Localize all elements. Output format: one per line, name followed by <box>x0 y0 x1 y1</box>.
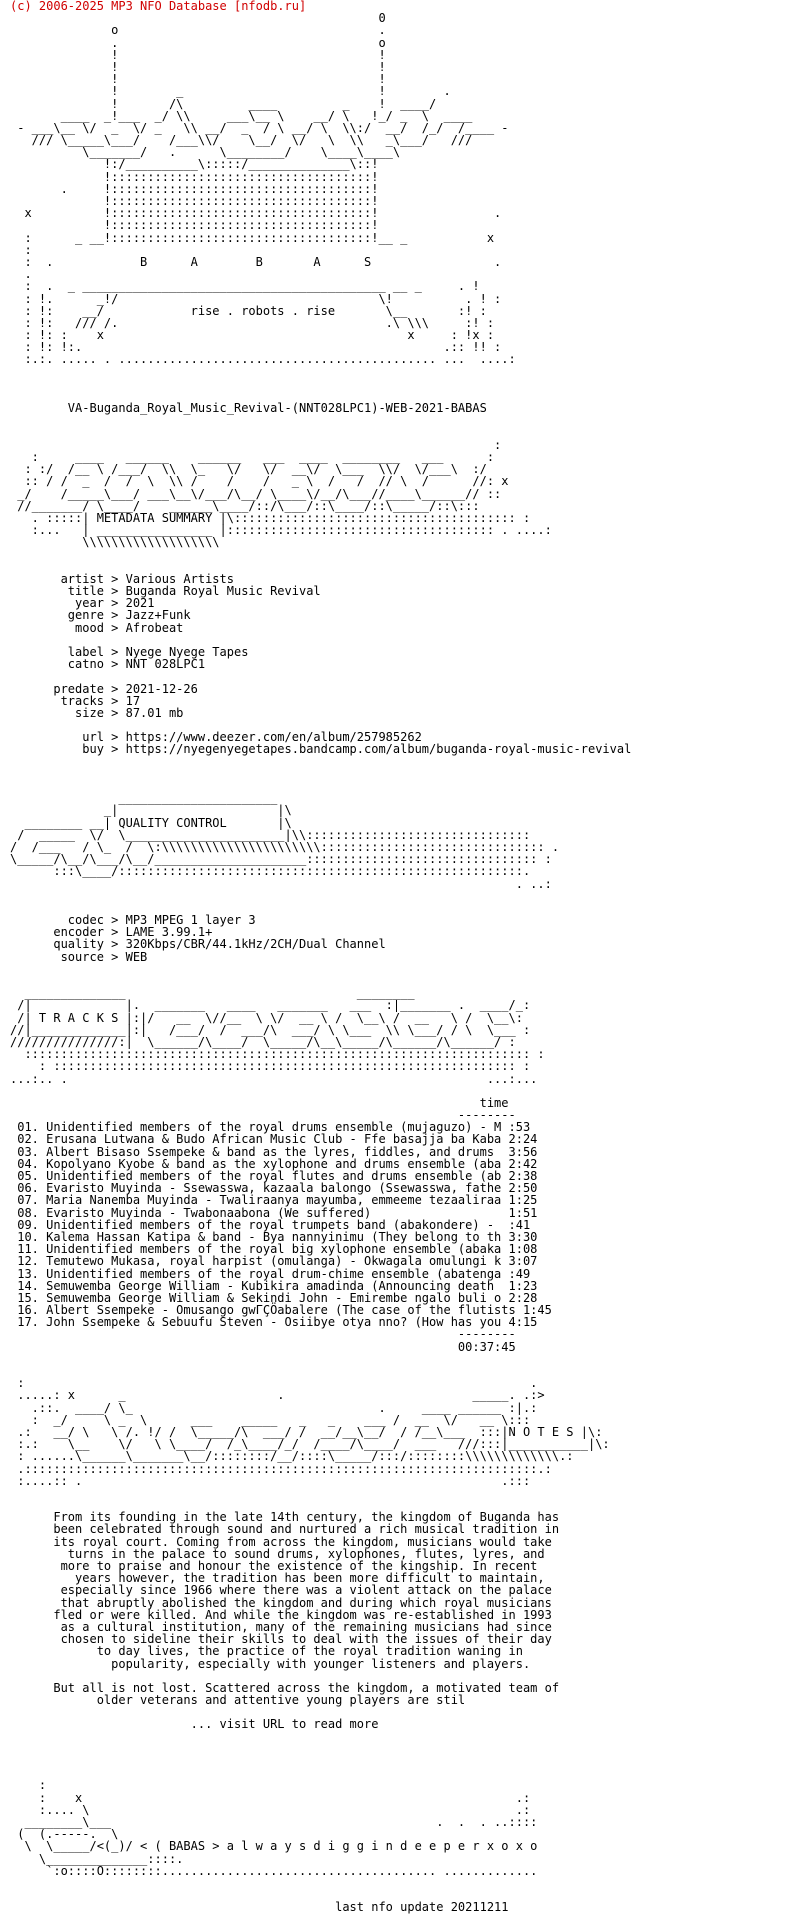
nfo-line: .: __/ \ \ /. !/ / \_____/\ ___/ / __/__\__/ / /__\___ :::|N O T E S |\: <box>10 1424 603 1439</box>
nfo-line: 06. Evaristo Muyinda - Ssewasswa, kazaala balongo (Ssewasswa, fathe 2:50 <box>10 1181 538 1196</box>
nfo-line: :.:. ..... . ............................................ ... ....: <box>10 352 516 367</box>
nfo-line: : _ __!::::::::::::::::::::::::::::::::::::!__ _ x <box>10 230 495 245</box>
nfo-line: quality > 320Kbps/CBR/44.1kHz/2CH/Dual Channel <box>10 937 386 952</box>
nfo-line: /| |. _______ ____ _______ ___ :|_______ . ____/_: <box>10 998 531 1013</box>
nfo-line: tracks > 17 <box>10 693 141 708</box>
nfo-line: /// \_____\___/ /___\\/ \__/ \/ \ \\ _\___/ /// <box>10 133 473 148</box>
nfo-body <box>10 12 792 1913</box>
nfo-line: x !::::::::::::::::::::::::::::::::::::! . <box>10 206 502 221</box>
nfo-line: 0 <box>10 11 386 26</box>
nfo-line: _/ /_____\___/ ___\__\/___/\__/ \____\/__/\___//____\______// :: <box>10 486 502 501</box>
nfo-line: . o <box>10 35 386 50</box>
nfo-line: :::\____/::::::::::::::::::::::::::::::::::::::::::::::::::::::::. <box>10 864 531 879</box>
nfo-line: as a cultural institution, many of the remaining musicians had since <box>10 1619 552 1634</box>
nfo-line: ____ _!___ _/ \\ ___\__ \ __/ \ !_/ _ \ ____ <box>10 108 473 123</box>
nfo-line: 12. Temutewo Mukasa, royal harpist (omulanga) - Okwagala omulungi k 3:07 <box>10 1254 538 1269</box>
nfo-line: : !: /// /. .\ \\\ :! : <box>10 315 495 330</box>
nfo-line: 05. Unidentified members of the royal flutes and drums ensemble (ab 2:38 <box>10 1169 538 1184</box>
nfo-line: _| |\ <box>10 803 292 818</box>
nfo-line <box>10 1743 792 1755</box>
nfo-line: : :/ /__ \ /___/ \\ \_ \/ \/ __\/ \___ \\/ \/___\ :/ <box>10 462 487 477</box>
nfo-line: !::::::::::::::::::::::::::::::::::::! <box>10 194 379 209</box>
nfo-line: ... visit URL to read more <box>10 1717 379 1732</box>
nfo-line: But all is not lost. Scattered across the kingdom, a motivated team of <box>10 1680 560 1695</box>
nfo-line: predate > 2021-12-26 <box>10 681 198 696</box>
nfo-line: turns in the palace to sound drums, xylophones, flutes, lyres, and <box>10 1546 545 1561</box>
nfo-line: ! ! <box>10 47 386 62</box>
nfo-line: //|_____________|:| /___/ / ___/\ ___/ \ \___ \\ \___/ / \ \___ : <box>10 1022 531 1037</box>
nfo-line: encoder > LAME 3.99.1+ <box>10 925 213 940</box>
nfo-line: ! /\ ____ _ ! ____/ <box>10 96 444 111</box>
nfo-line: 13. Unidentified members of the royal drum-chime ensemble (abatenga :49 <box>10 1266 531 1281</box>
nfo-line <box>10 890 792 902</box>
nfo-line: 01. Unidentified members of the royal drums ensemble (mujaguzo) - M :53 <box>10 1120 531 1135</box>
nfo-line: :... | ________________ |::::::::::::::::::::::::::::::::::::: . ....: <box>10 523 552 538</box>
nfo-line: ! ! <box>10 59 386 74</box>
nfo-line[interactable]: url > https://www.deezer.com/en/album/257985262 <box>10 730 422 745</box>
nfo-line: 14. Semuwemba George William - Kubikira amadinda (Announcing death 1:23 <box>10 1278 538 1293</box>
nfo-line: to day lives, the practice of the royal tradition waning in <box>10 1644 523 1659</box>
nfo-line: title > Buganda Royal Music Revival <box>10 584 321 599</box>
nfo-line[interactable]: buy > https://nyegenyegetapes.bandcamp.com/album/buganda-royal-music-revival <box>10 742 632 757</box>
nfo-line: / _____ \/ \______________________|\\::::::::::::::::::::::::::::::: <box>10 827 531 842</box>
nfo-line: o . <box>10 23 386 38</box>
nfo-line: \______________::::. <box>10 1851 184 1866</box>
nfo-line: ( (.-----. \ <box>10 1827 119 1842</box>
nfo-line: / /___ / \_ / \:\\\\\\\\\\\\\\\\\\\\\\::::::::::::::::::::::::::::::: . <box>10 839 560 854</box>
nfo-line: : x .: <box>10 1790 531 1805</box>
nfo-line <box>10 378 792 390</box>
nfo-line: last nfo update 20211211 <box>10 1900 509 1914</box>
nfo-line <box>10 1353 792 1365</box>
nfo-line: ________ __| QUALITY CONTROL |\ <box>10 815 292 830</box>
nfo-line <box>10 768 792 780</box>
nfo-line <box>10 548 792 560</box>
nfo-line: especially since 1966 where there was a violent attack on the palace <box>10 1583 552 1598</box>
nfo-line <box>10 561 792 573</box>
nfo-line: : ......\______\_______\__/::::::::/__/::::\_____/:::/::::::::\\\\\\\\\\\\\.: <box>10 1449 574 1464</box>
nfo-line: VA-Buganda_Royal_Music_Revival-(NNT028LPC1)-WEB-2021-BABAS <box>10 401 487 416</box>
nfo-line: years however, the tradition has been more difficult to maintain, <box>10 1571 545 1586</box>
nfo-line: /| T R A C K S |:|/ __ \//__ \ \/ __ \ / \__\ / __ \ / \__\: <box>10 1010 523 1025</box>
nfo-line: 08. Evaristo Muyinda - Twabonaabona (We suffered) 1:51 <box>10 1205 538 1220</box>
nfo-line: .::. ____/ \_ . ____ ______ :|.: <box>10 1400 538 1415</box>
nfo-line: ! _ ! . <box>10 84 451 99</box>
nfo-line: : <box>10 1778 47 1793</box>
nfo-line <box>10 1755 792 1767</box>
nfo-line: \\\\\\\\\\\\\\\\\\\ <box>10 535 220 550</box>
nfo-line: . <box>10 267 509 282</box>
nfo-line: ______________________ <box>10 791 278 806</box>
nfo-line: codec > MP3 MPEG 1 layer 3 <box>10 913 256 928</box>
nfo-line: :: / / _ / / \ \\ / / / _ \ / / // \ / //: x <box>10 474 509 489</box>
nfo-line: : _/ \ _ \ ___ _____ _ _ ___ / __ \/ __ \::: <box>10 1412 531 1427</box>
nfo-line: older veterans and attentive young players are stil <box>10 1693 466 1708</box>
nfo-line: . :::::| METADATA SUMMARY |\::::::::::::::::::::::::::::::::::::::: : <box>10 510 531 525</box>
nfo-line <box>10 427 792 439</box>
nfo-line: popularity, especially with younger listeners and players. <box>10 1656 531 1671</box>
nfo-line: - ___\__ \/ _ \/ _ \\ __/ _ / \ __/ \ \\:/ __/ /_/ /____ - <box>10 120 509 135</box>
nfo-line: -------- <box>10 1108 516 1123</box>
nfo-line: 03. Albert Bisaso Ssempeke & band as the lyres, fiddles, and drums 3:56 <box>10 1144 538 1159</box>
nfo-line: its royal court. Coming from across the kingdom, musicians would take <box>10 1534 552 1549</box>
nfo-line: :.... \ .: <box>10 1802 531 1817</box>
nfodb-header-link[interactable]: (c) 2006-2025 MP3 NFO Database [nfodb.ru] <box>10 0 307 13</box>
nfo-line: ...:.. . ...:... <box>10 1071 538 1086</box>
nfo-line: more to praise and honour the existence of the kingship. In recent <box>10 1559 538 1574</box>
nfo-line: time <box>10 1095 509 1110</box>
nfo-line <box>10 1487 792 1499</box>
nfo-line: catno > NNT 028LPC1 <box>10 657 206 672</box>
nfo-line: ______________ ________ <box>10 986 415 1001</box>
nfo-line <box>10 1767 792 1779</box>
nfo-line: : . B A B A S . <box>10 254 502 269</box>
nfo-line: . ..: <box>10 876 552 891</box>
nfo-line: . !::::::::::::::::::::::::::::::::::::! <box>10 181 379 196</box>
nfo-line: : ____ ______ ______ ___ ____ ________ ___ : <box>10 449 495 464</box>
nfo-line: source > WEB <box>10 949 148 964</box>
nfo-line: : . <box>10 1376 538 1391</box>
nfo-line <box>10 756 792 768</box>
nfo-line: :....:: . .::: <box>10 1473 531 1488</box>
nfo-line: year > 2021 <box>10 596 155 611</box>
nfo-line: fled or were killed. And while the kingdom was re-established in 1993 <box>10 1607 552 1622</box>
nfo-line: genre > Jazz+Funk <box>10 608 191 623</box>
nfo-line: : :::::::::::::::::::::::::::::::::::::::::::::::::::::::::::::::: : <box>10 1059 531 1074</box>
nfo-line: .....: x _ . _____. .:> <box>10 1388 545 1403</box>
nfo-line: 10. Kalema Hassan Katipa & band - Bya nannyinimu (They belong to th 3:30 <box>10 1229 538 1244</box>
nfo-line: : . _ __________________________________________ __ _ . ! <box>10 279 480 294</box>
nfo-line: .:::::::::::::::::::::::::::::::::::::::::::::::::::::::::::::::::::::::.: <box>10 1461 552 1476</box>
nfo-line: that abruptly abolished the kingdom and during which royal musicians <box>10 1595 552 1610</box>
nfo-line: 00:37:45 <box>10 1339 516 1354</box>
nfo-line: //_______/ \____/ ______\____/::/\___/::\____/::\_____/::\::: <box>10 498 480 513</box>
nfo-line: \_____/\__/\___/\__/_____________________:::::::::::::::::::::::::::::::: : <box>10 852 552 867</box>
nfo-line <box>10 366 792 378</box>
nfo-line: \ \_____/<(_)/ < ( BABAS > a l w a y s d i g g i n d e e p e r x o x o <box>10 1839 538 1854</box>
nfo-line: 15. Semuwemba George William & Sekindi John - Emirembe ngalo buli o 2:28 <box>10 1290 538 1305</box>
nfo-line: been celebrated through sound and nurtured a rich musical tradition in <box>10 1522 560 1537</box>
nfo-line: size > 87.01 mb <box>10 705 184 720</box>
nfo-line: :::::::::::::::::::::::::::::::::::::::::::::::::::::::::::::::::::::: : <box>10 1047 545 1062</box>
nfo-line: From its founding in the late 14th century, the kingdom of Buganda has <box>10 1510 560 1525</box>
nfo-line <box>10 1877 792 1889</box>
nfo-line <box>10 963 792 975</box>
nfo-line: 09. Unidentified members of the royal trumpets band (abakondere) - :41 <box>10 1217 531 1232</box>
nfo-line: \_______/ . \________/ \____\____\ <box>10 145 401 160</box>
nfo-line: 17. John Ssempeke & Sebuufu Steven - Osiibye otya nno? (How has you 4:15 <box>10 1315 538 1330</box>
nfo-line: ________\___ . . . ..:::: <box>10 1814 538 1829</box>
nfo-line: : !. _!/ \! . ! : <box>10 291 502 306</box>
nfo-line: : <box>10 242 32 257</box>
nfo-line: !:/__________\:::::/______________\::! <box>10 157 379 172</box>
nfo-line: artist > Various Artists <box>10 571 234 586</box>
nfo-line: : !: __/ rise . robots . rise \__ :! : <box>10 303 487 318</box>
nfo-line: ! ! <box>10 72 386 87</box>
nfo-line: 02. Erusana Lutwana & Budo African Music Club - Ffe basajja ba Kaba 2:24 <box>10 1132 538 1147</box>
nfo-line: ///////////////:| \______/\____/ \_____/\__\_____/\______/\______/ : <box>10 1034 516 1049</box>
nfo-line: 07. Maria Nanemba Muyinda - Twaliraanya mayumba, emmeeme tezaaliraa 1:25 <box>10 1193 538 1208</box>
nfo-line <box>10 414 792 426</box>
nfo-line <box>10 670 792 682</box>
nfo-line: !::::::::::::::::::::::::::::::::::::! <box>10 218 379 233</box>
nfo-line: mood > Afrobeat <box>10 620 184 635</box>
nfo-line: : !: !:. .:: !! : <box>10 340 502 355</box>
nfo-line: `:o::::O::::::::...................................... ............. <box>10 1863 538 1878</box>
nfo-line <box>10 1731 792 1743</box>
nfo-line: : !: : x x : !x : <box>10 328 495 343</box>
nfo-line: 11. Unidentified members of the royal big xylophone ensemble (abaka 1:08 <box>10 1242 538 1257</box>
nfo-line: 16. Albert Ssempeke - Omusango gwΓÇÖabalere (The case of the flutists 1:45 <box>10 1303 552 1318</box>
nfo-line: !::::::::::::::::::::::::::::::::::::! <box>10 169 379 184</box>
nfo-line: 04. Kopolyano Kyobe & band as the xylophone and drums ensemble (aba 2:42 <box>10 1156 538 1171</box>
nfo-line: :.: \__ \/ \ \____/ /_\____/_/ /____/\____/ ___ ///:::|___________|\: <box>10 1437 610 1452</box>
nfo-line: : <box>10 437 502 452</box>
nfo-line: label > Nyege Nyege Tapes <box>10 644 249 659</box>
nfo-line: -------- <box>10 1327 516 1342</box>
nfo-line: chosen to sideline their skills to deal with the issues of their day <box>10 1632 552 1647</box>
